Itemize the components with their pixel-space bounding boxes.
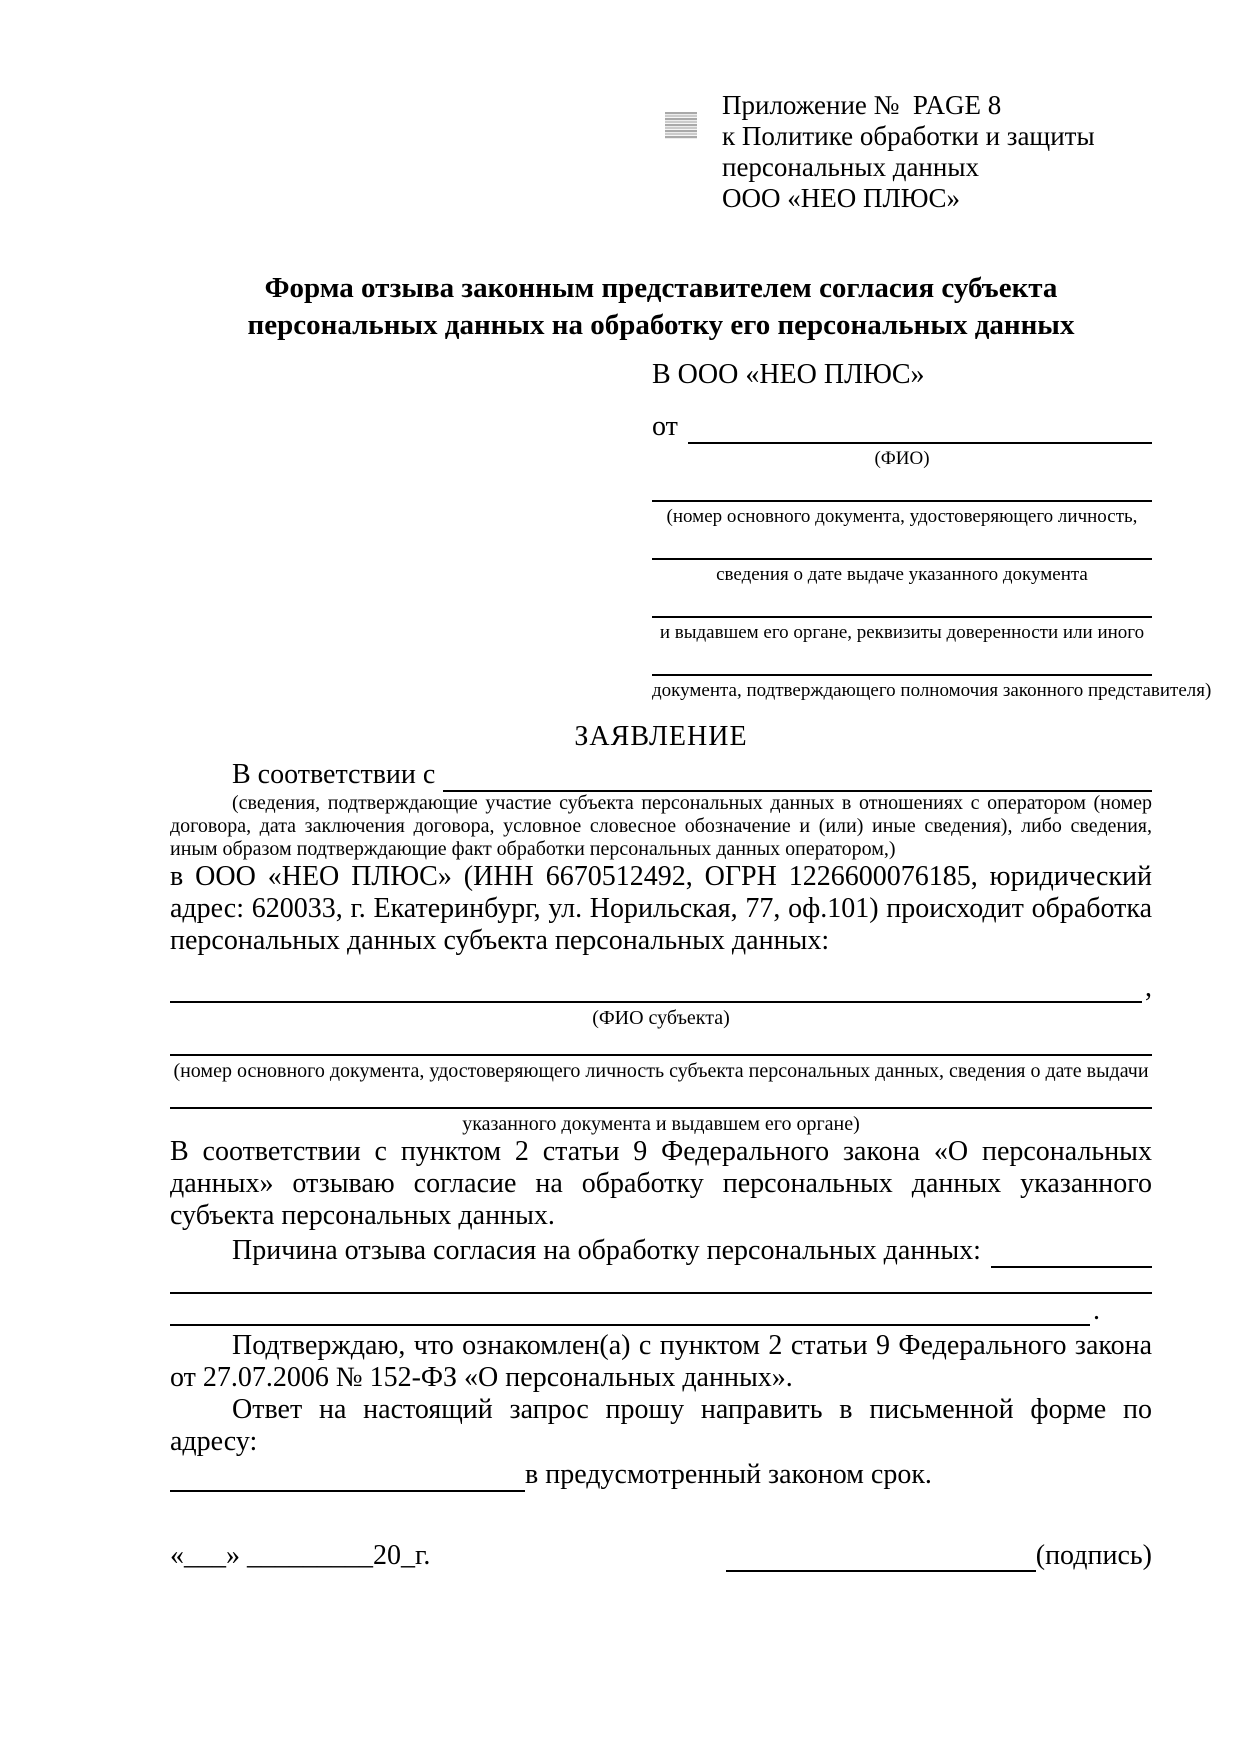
fio-blank-line	[688, 442, 1152, 444]
appendix-policy-line2: персональных данных	[722, 152, 979, 182]
doc-number-caption: (номер основного документа, удостоверяющего личность,	[666, 506, 1138, 527]
small-print-note: (сведения, подтверждающие участие субъекта персональных данных в отношениях с оператором (номер договора, дата заключения договора, условное словесное обозначение и (или) иные сведения), либо сведения, иным образом подтверждающие факт обработки персональных данных оператором,)	[170, 792, 1152, 860]
document-title-line2: персональных данных на обработку его персональных данных	[247, 309, 1075, 341]
reason-label: Причина отзыва согласия на обработку персональных данных:	[232, 1235, 981, 1266]
appendix-policy-line: к Политике обработки и защиты	[722, 121, 1095, 151]
reason-blank-row3	[170, 1295, 1152, 1326]
issuer-caption: и выдавшем его органе, реквизиты доверенности или иного	[659, 622, 1145, 643]
confirm-paragraph: Подтверждаю, что ознакомлен(а) с пунктом 2 статьи 9 Федерального закона от 27.07.2006 № 152-ФЗ «О персональных данных».	[170, 1330, 1152, 1393]
subject-issuer-blank-line	[170, 1107, 1152, 1109]
response-address-row	[170, 1458, 1152, 1492]
address-blank-line	[170, 1490, 525, 1492]
doc-number-blank-line	[652, 500, 1152, 502]
reason-blank-line2	[170, 1292, 1152, 1294]
document-title	[170, 270, 1152, 344]
withdrawal-paragraph: В соответствии с пунктом 2 статьи 9 Федерального закона «О персональных данных» отзываю согласие на обработку персональных данных указанного субъекта персональных данных.	[170, 1136, 1152, 1231]
document-title-line1: Форма отзыва законным представителем согласия субъекта	[264, 272, 1058, 304]
signature-group	[726, 1540, 1152, 1572]
subject-issuer-caption: указанного документа и выдавшем его органе)	[462, 1113, 860, 1135]
authority-blank-line	[652, 674, 1152, 676]
subject-line-comma: ,	[1145, 972, 1152, 1003]
appendix-company-line: ООО «НЕО ПЛЮС»	[722, 183, 961, 213]
appendix-number-line: Приложение № PAGE 8	[722, 90, 1002, 120]
subject-fio-row	[170, 973, 1152, 1003]
subject-doc-blank-line	[170, 1054, 1152, 1056]
reason-blank-line3	[170, 1324, 1090, 1326]
signature-blank-line	[726, 1540, 1036, 1572]
date-blank: «___» _________20_г.	[170, 1540, 431, 1571]
authority-caption: документа, подтверждающего полномочия законного представителя)	[652, 680, 1212, 701]
response-tail: в предусмотренный законом срок.	[525, 1459, 932, 1490]
issuer-blank-line	[652, 616, 1152, 618]
reason-period: .	[1093, 1295, 1100, 1326]
addressee-to: В ООО «НЕО ПЛЮС»	[652, 359, 925, 390]
issue-date-blank-line	[652, 558, 1152, 560]
reason-blank-line	[991, 1266, 1152, 1268]
appendix-header	[722, 90, 1152, 214]
lead-row	[170, 758, 1152, 792]
statement-heading: ЗАЯВЛЕНИЕ	[574, 721, 748, 752]
subject-fio-caption: (ФИО субъекта)	[592, 1007, 730, 1029]
subject-doc-caption: (номер основного документа, удостоверяющего личность субъекта персональных данных, сведения о дате выдачи	[173, 1060, 1149, 1082]
issue-date-caption: сведения о дате выдаче указанного документа	[716, 564, 1088, 585]
lead-label: В соответствии с	[232, 759, 436, 790]
reason-row	[170, 1234, 1152, 1268]
from-row	[652, 410, 1152, 444]
subject-fio-blank-line	[170, 1001, 1142, 1003]
operator-paragraph: в ООО «НЕО ПЛЮС» (ИНН 6670512492, ОГРН 1226600076185, юридический адрес: 620033, г. Екатеринбург, ул. Норильская, 77, оф.101) происходит обработка персональных данных субъекта персональных данных:	[170, 861, 1152, 956]
from-label: от	[652, 411, 678, 442]
fio-caption: (ФИО)	[874, 448, 930, 469]
field-code-artifact-icon	[665, 112, 697, 139]
footer-row	[170, 1540, 1152, 1572]
signature-caption: (подпись)	[1035, 1540, 1152, 1571]
addressee-block	[652, 358, 1212, 702]
response-lead: Ответ на настоящий запрос прошу направить в письменной форме по адресу:	[170, 1394, 1152, 1457]
